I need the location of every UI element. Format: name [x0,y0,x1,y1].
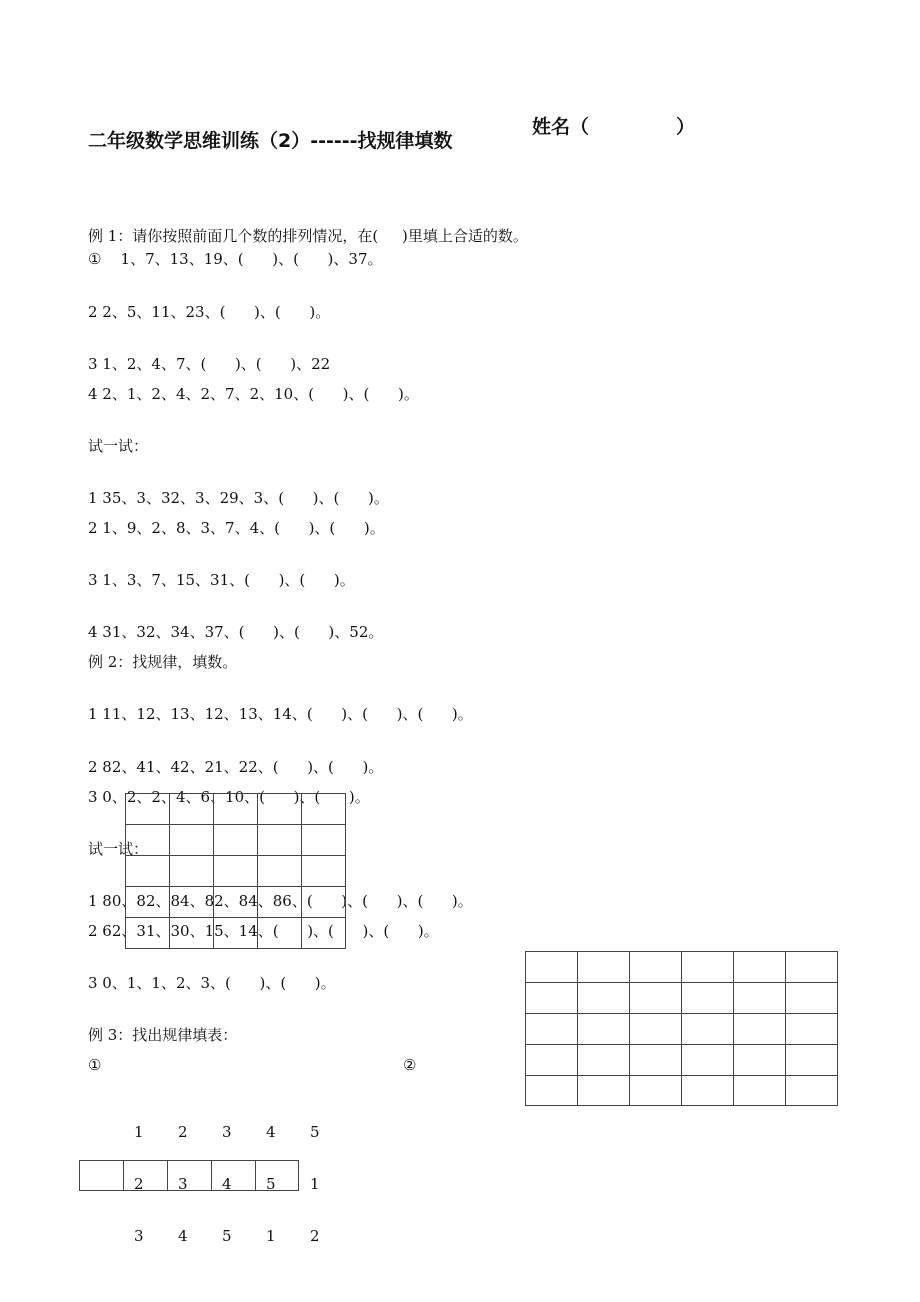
pattern-r3-c1: 3 [134,1227,144,1245]
example-2-heading: 例 2：找规律，填数。 [88,653,238,671]
pattern-r1-c5: 5 [310,1123,320,1141]
example-3-heading: 例 3：找出规律填表： [88,1026,238,1044]
pattern-r2-c1: 2 [134,1175,144,1193]
pattern-r2-c4: 5 [266,1175,276,1193]
right-empty-table [525,951,838,1106]
example-3-marker-2: ② [403,1056,417,1074]
example-2-q1: 1 11、12、13、12、13、14、( )、( )、( )。 [88,705,473,723]
example-1-heading: 例 1：请你按照前面几个数的排列情况，在( )里填上合适的数。 [88,227,528,245]
example-2-q3: 3 0、2、2、4、6、10、( )、( )。 [88,788,370,806]
pattern-r2-c5: 1 [310,1175,320,1193]
page-title: 二年级数学思维训练（2）------找规律填数 [88,130,453,152]
try-1-heading: 试一试： [88,437,149,455]
try-2-heading: 试一试： [88,840,149,858]
pattern-r3-c5: 2 [310,1227,320,1245]
pattern-r1-c2: 2 [178,1123,188,1141]
pattern-r1-c1: 1 [134,1123,144,1141]
example-1-q4: 4 2、1、2、4、2、7、2、10、( )、( )。 [88,385,419,403]
try-2-q3: 3 0、1、1、2、3、( )、( )。 [88,974,336,992]
example-1-q2: 2 2、5、11、23、( )、( )。 [88,303,331,321]
try-2-q2: 2 62、31、30、15、14、( )、( )、( )。 [88,922,439,940]
example-1-q3: 3 1、2、4、7、( )、( )、22 [88,355,331,373]
example-1-q1: ① 1、7、13、19、( )、( )、37。 [88,250,383,268]
example-3-marker-1: ① [88,1056,102,1074]
example-2-q2: 2 82、41、42、21、22、( )、( )。 [88,758,384,776]
pattern-r2-c2: 3 [178,1175,188,1193]
try-1-q1: 1 35、3、32、3、29、3、( )、( )。 [88,489,389,507]
try-1-q3: 3 1、3、7、15、31、( )、( )。 [88,571,355,589]
pattern-r3-c3: 5 [222,1227,232,1245]
try-2-q1: 1 80、82、84、82、84、86、( )、( )、( )。 [88,892,473,910]
pattern-r2-c3: 4 [222,1175,232,1193]
try-1-q2: 2 1、9、2、8、3、7、4、( )、( )。 [88,519,385,537]
pattern-r3-c2: 4 [178,1227,188,1245]
overlay-grid-table [125,793,346,949]
pattern-r1-c4: 4 [266,1123,276,1141]
name-close: ） [676,116,696,138]
name-label: 姓名（ [532,116,590,138]
pattern-r3-c4: 1 [266,1227,276,1245]
pattern-r1-c3: 3 [222,1123,232,1141]
try-1-q4: 4 31、32、34、37、( )、( )、52。 [88,623,384,641]
